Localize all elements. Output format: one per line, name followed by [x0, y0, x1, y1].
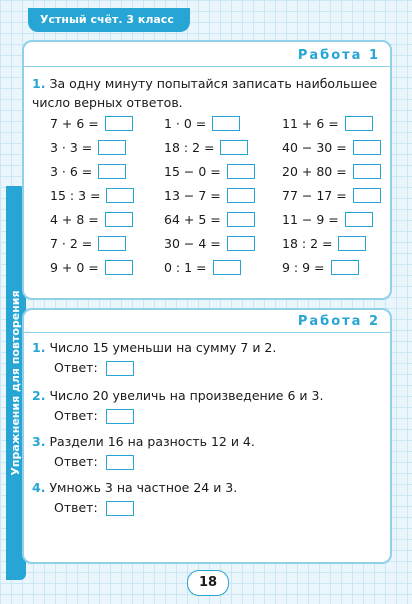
task-number: 1. [32, 76, 46, 91]
work-2-divider [24, 332, 390, 333]
sidebar-label: Упражнения для повторения [9, 290, 22, 476]
answer-box[interactable] [105, 212, 133, 227]
work-2-panel [22, 308, 392, 564]
answer-box[interactable] [345, 212, 373, 227]
exercise-item: 4 + 8 = [50, 210, 164, 228]
work-2-task-2: 2. Число 20 увеличь на произведение 6 и 3. Ответ: [32, 386, 323, 426]
page-number: 18 [187, 570, 229, 596]
answer-box[interactable] [227, 212, 255, 227]
answer-label: Ответ: [54, 500, 98, 515]
work-2-task-4: 4. Умножь 3 на частное 24 и 3. Ответ: [32, 478, 237, 518]
exercise-item: 11 + 6 = [282, 114, 392, 132]
exercise-item: 15 : 3 = [50, 186, 164, 204]
exercise-item: 11 − 9 = [282, 210, 392, 228]
work-1-title: Работа 1 [297, 48, 380, 63]
exercise-item: 7 + 6 = [50, 114, 164, 132]
answer-box[interactable] [98, 236, 126, 251]
exercise-item: 1 · 0 = [164, 114, 282, 132]
exercise-item: 3 · 6 = [50, 162, 164, 180]
work-2-title: Работа 2 [297, 314, 380, 329]
exercise-item: 77 − 17 = [282, 186, 392, 204]
answer-box[interactable] [353, 140, 381, 155]
exercise-item: 7 · 2 = [50, 234, 164, 252]
answer-box[interactable] [227, 236, 255, 251]
exercise-item: 15 − 0 = [164, 162, 282, 180]
exercise-item: 0 : 1 = [164, 258, 282, 276]
answer-label: Ответ: [54, 360, 98, 375]
exercise-grid [50, 114, 392, 276]
work-1-task [32, 74, 382, 112]
answer-box[interactable] [106, 188, 134, 203]
answer-box[interactable] [105, 260, 133, 275]
answer-box[interactable] [345, 116, 373, 131]
answer-box[interactable] [106, 409, 134, 424]
work-2-task-1: 1. Число 15 уменьши на сумму 7 и 2. Ответ: [32, 338, 276, 378]
answer-box[interactable] [220, 140, 248, 155]
answer-box[interactable] [106, 455, 134, 470]
work-1-panel [22, 40, 392, 300]
work-1-divider [24, 66, 390, 67]
answer-box[interactable] [106, 501, 134, 516]
answer-box[interactable] [98, 164, 126, 179]
exercise-item: 13 − 7 = [164, 186, 282, 204]
exercise-item: 64 + 5 = [164, 210, 282, 228]
answer-box[interactable] [106, 361, 134, 376]
answer-box[interactable] [227, 164, 255, 179]
answer-box[interactable] [227, 188, 255, 203]
exercise-item: 9 + 0 = [50, 258, 164, 276]
exercise-item: 18 : 2 = [164, 138, 282, 156]
exercise-item: 18 : 2 = [282, 234, 392, 252]
exercise-item: 9 : 9 = [282, 258, 392, 276]
answer-box[interactable] [212, 116, 240, 131]
exercise-item: 40 − 30 = [282, 138, 392, 156]
answer-label: Ответ: [54, 408, 98, 423]
header-tab: Устный счёт. 3 класс [28, 8, 190, 32]
exercise-item: 3 · 3 = [50, 138, 164, 156]
exercise-item: 20 + 80 = [282, 162, 392, 180]
answer-box[interactable] [338, 236, 366, 251]
exercise-item: 30 − 4 = [164, 234, 282, 252]
answer-box[interactable] [353, 164, 381, 179]
work-2-task-3: 3. Раздели 16 на разность 12 и 4. Ответ: [32, 432, 255, 472]
answer-box[interactable] [105, 116, 133, 131]
answer-box[interactable] [213, 260, 241, 275]
answer-box[interactable] [353, 188, 381, 203]
answer-box[interactable] [331, 260, 359, 275]
task-text: За одну минуту попытайся записать наибольшее число верных ответов. [32, 76, 378, 110]
answer-box[interactable] [98, 140, 126, 155]
answer-label: Ответ: [54, 454, 98, 469]
